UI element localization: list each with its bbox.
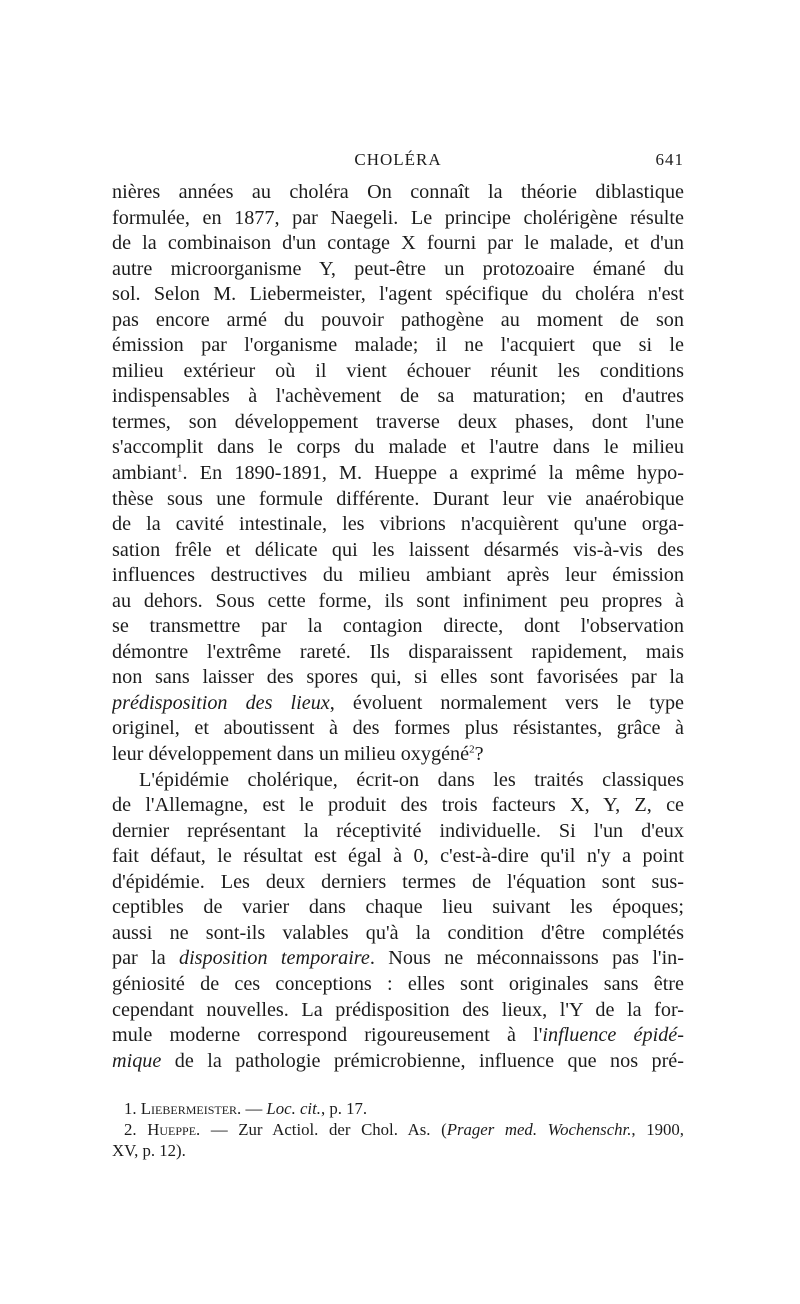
footnote-ref: 1 <box>177 462 183 475</box>
text-line: dernier représentant la réceptivité individuelle. Si l'un d'eux <box>112 819 684 842</box>
text-line: influences destructives du milieu ambiant après leur émission <box>112 564 684 587</box>
footnote-author: Liebermeister. <box>140 1099 242 1118</box>
italic-term: disposition temporaire <box>178 947 370 970</box>
footnote-journal: Prager med. Wochenschr. <box>446 1120 632 1139</box>
text-line: démontre l'extrême rareté. Ils disparaissent rapidement, mais <box>112 640 684 663</box>
text-line: autre microorganisme Y, peut-être un protozoaire émané du <box>112 257 684 280</box>
footnote-2: 2. Hueppe. — Zur Actiol. der Chol. As. (Prager med. Wochenschr., 1900, <box>124 1120 684 1139</box>
text-line: par la disposition temporaire. Nous ne méconnaissons pas l'in- <box>112 947 684 970</box>
running-title: CHOLÉRA <box>354 150 442 169</box>
text-line: d'épidémie. Les deux derniers termes de l'équation sont sus- <box>112 870 684 893</box>
text-line: sation frêle et délicate qui les laissent désarmés vis-à-vis des <box>112 538 684 561</box>
text-line: fait défaut, le résultat est égal à 0, c'est-à-dire qu'il n'y a point <box>112 845 684 868</box>
italic-term: influence épidé- <box>542 1024 684 1047</box>
text-line: thèse sous une formule différente. Durant leur vie anaérobique <box>112 487 684 510</box>
text-line: milieu extérieur où il vient échouer réunit les conditions <box>112 359 684 382</box>
text-line: pas encore armé du pouvoir pathogène au moment de son <box>112 308 684 331</box>
text-line: de la combinaison d'un contage X fourni par le malade, et d'un <box>112 232 684 255</box>
text-line: formulée, en 1877, par Naegeli. Le principe cholérigène résulte <box>112 206 684 229</box>
text-line: L'épidémie cholérique, écrit-on dans les traités classiques <box>139 768 684 791</box>
text-line: originel, et aboutissent à des formes plus résistantes, grâce à <box>112 717 684 740</box>
text-line: nières années au choléra On connaît la théorie diblastique <box>112 181 684 203</box>
text-line: mule moderne correspond rigoureusement à l'influence épidé- <box>112 1024 684 1047</box>
footnote-work: Loc. cit. <box>266 1099 321 1118</box>
text-line: sol. Selon M. Liebermeister, l'agent spécifique du choléra n'est <box>112 283 684 306</box>
text-line: géniosité de ces conceptions : elles sont originales sans être <box>112 972 684 995</box>
body-text <box>112 180 684 1074</box>
footnote-ref: 2 <box>469 743 475 756</box>
text-line: indispensables à l'achèvement de sa maturation; en d'autres <box>112 385 684 408</box>
page-number: 641 <box>655 150 684 169</box>
footnotes <box>112 1098 684 1161</box>
text-line: cependant nouvelles. La prédisposition des lieux, l'Y de la for- <box>112 998 684 1021</box>
text-line: leur développement dans un milieu oxygéné$^2$? <box>112 743 484 766</box>
text-line: ambiant$^1$. En 1890-1891, M. Hueppe a exprimé la même hypo- <box>112 462 684 485</box>
text-line: au dehors. Sous cette forme, ils sont infiniment peu propres à <box>112 589 684 612</box>
text-line: termes, son développement traverse deux phases, dont l'une <box>112 410 684 433</box>
italic-term: prédisposition des lieux <box>112 691 330 714</box>
footnote-1: 1. Liebermeister. — Loc. cit., p. 17. <box>124 1099 368 1118</box>
text-line: de l'Allemagne, est le produit des trois facteurs X, Y, Z, ce <box>112 794 684 817</box>
running-head <box>112 150 684 172</box>
footnote-2-continuation: XV, p. 12). <box>112 1141 186 1160</box>
text-line: non sans laisser des spores qui, si elles sont favorisées par la <box>112 666 684 689</box>
text-line: émission par l'organisme malade; il ne l'acquiert que si le <box>112 334 684 357</box>
text-line: ceptibles de varier dans chaque lieu suivant les époques; <box>112 896 684 919</box>
text-line: prédisposition des lieux, évoluent normalement vers le type <box>112 691 684 714</box>
footnote-author: Hueppe. <box>147 1120 201 1139</box>
text-line: se transmettre par la contagion directe, dont l'observation <box>112 615 684 638</box>
text-line: mique de la pathologie prémicrobienne, influence que nos pré- <box>112 1049 684 1072</box>
text-line: de la cavité intestinale, les vibrions n'acquièrent qu'une orga- <box>112 513 684 536</box>
text-line: aussi ne sont-ils valables qu'à la condition d'être complétés <box>112 921 684 944</box>
italic-term: mique <box>112 1049 162 1072</box>
text-line: s'accomplit dans le corps du malade et l'autre dans le milieu <box>112 436 684 459</box>
